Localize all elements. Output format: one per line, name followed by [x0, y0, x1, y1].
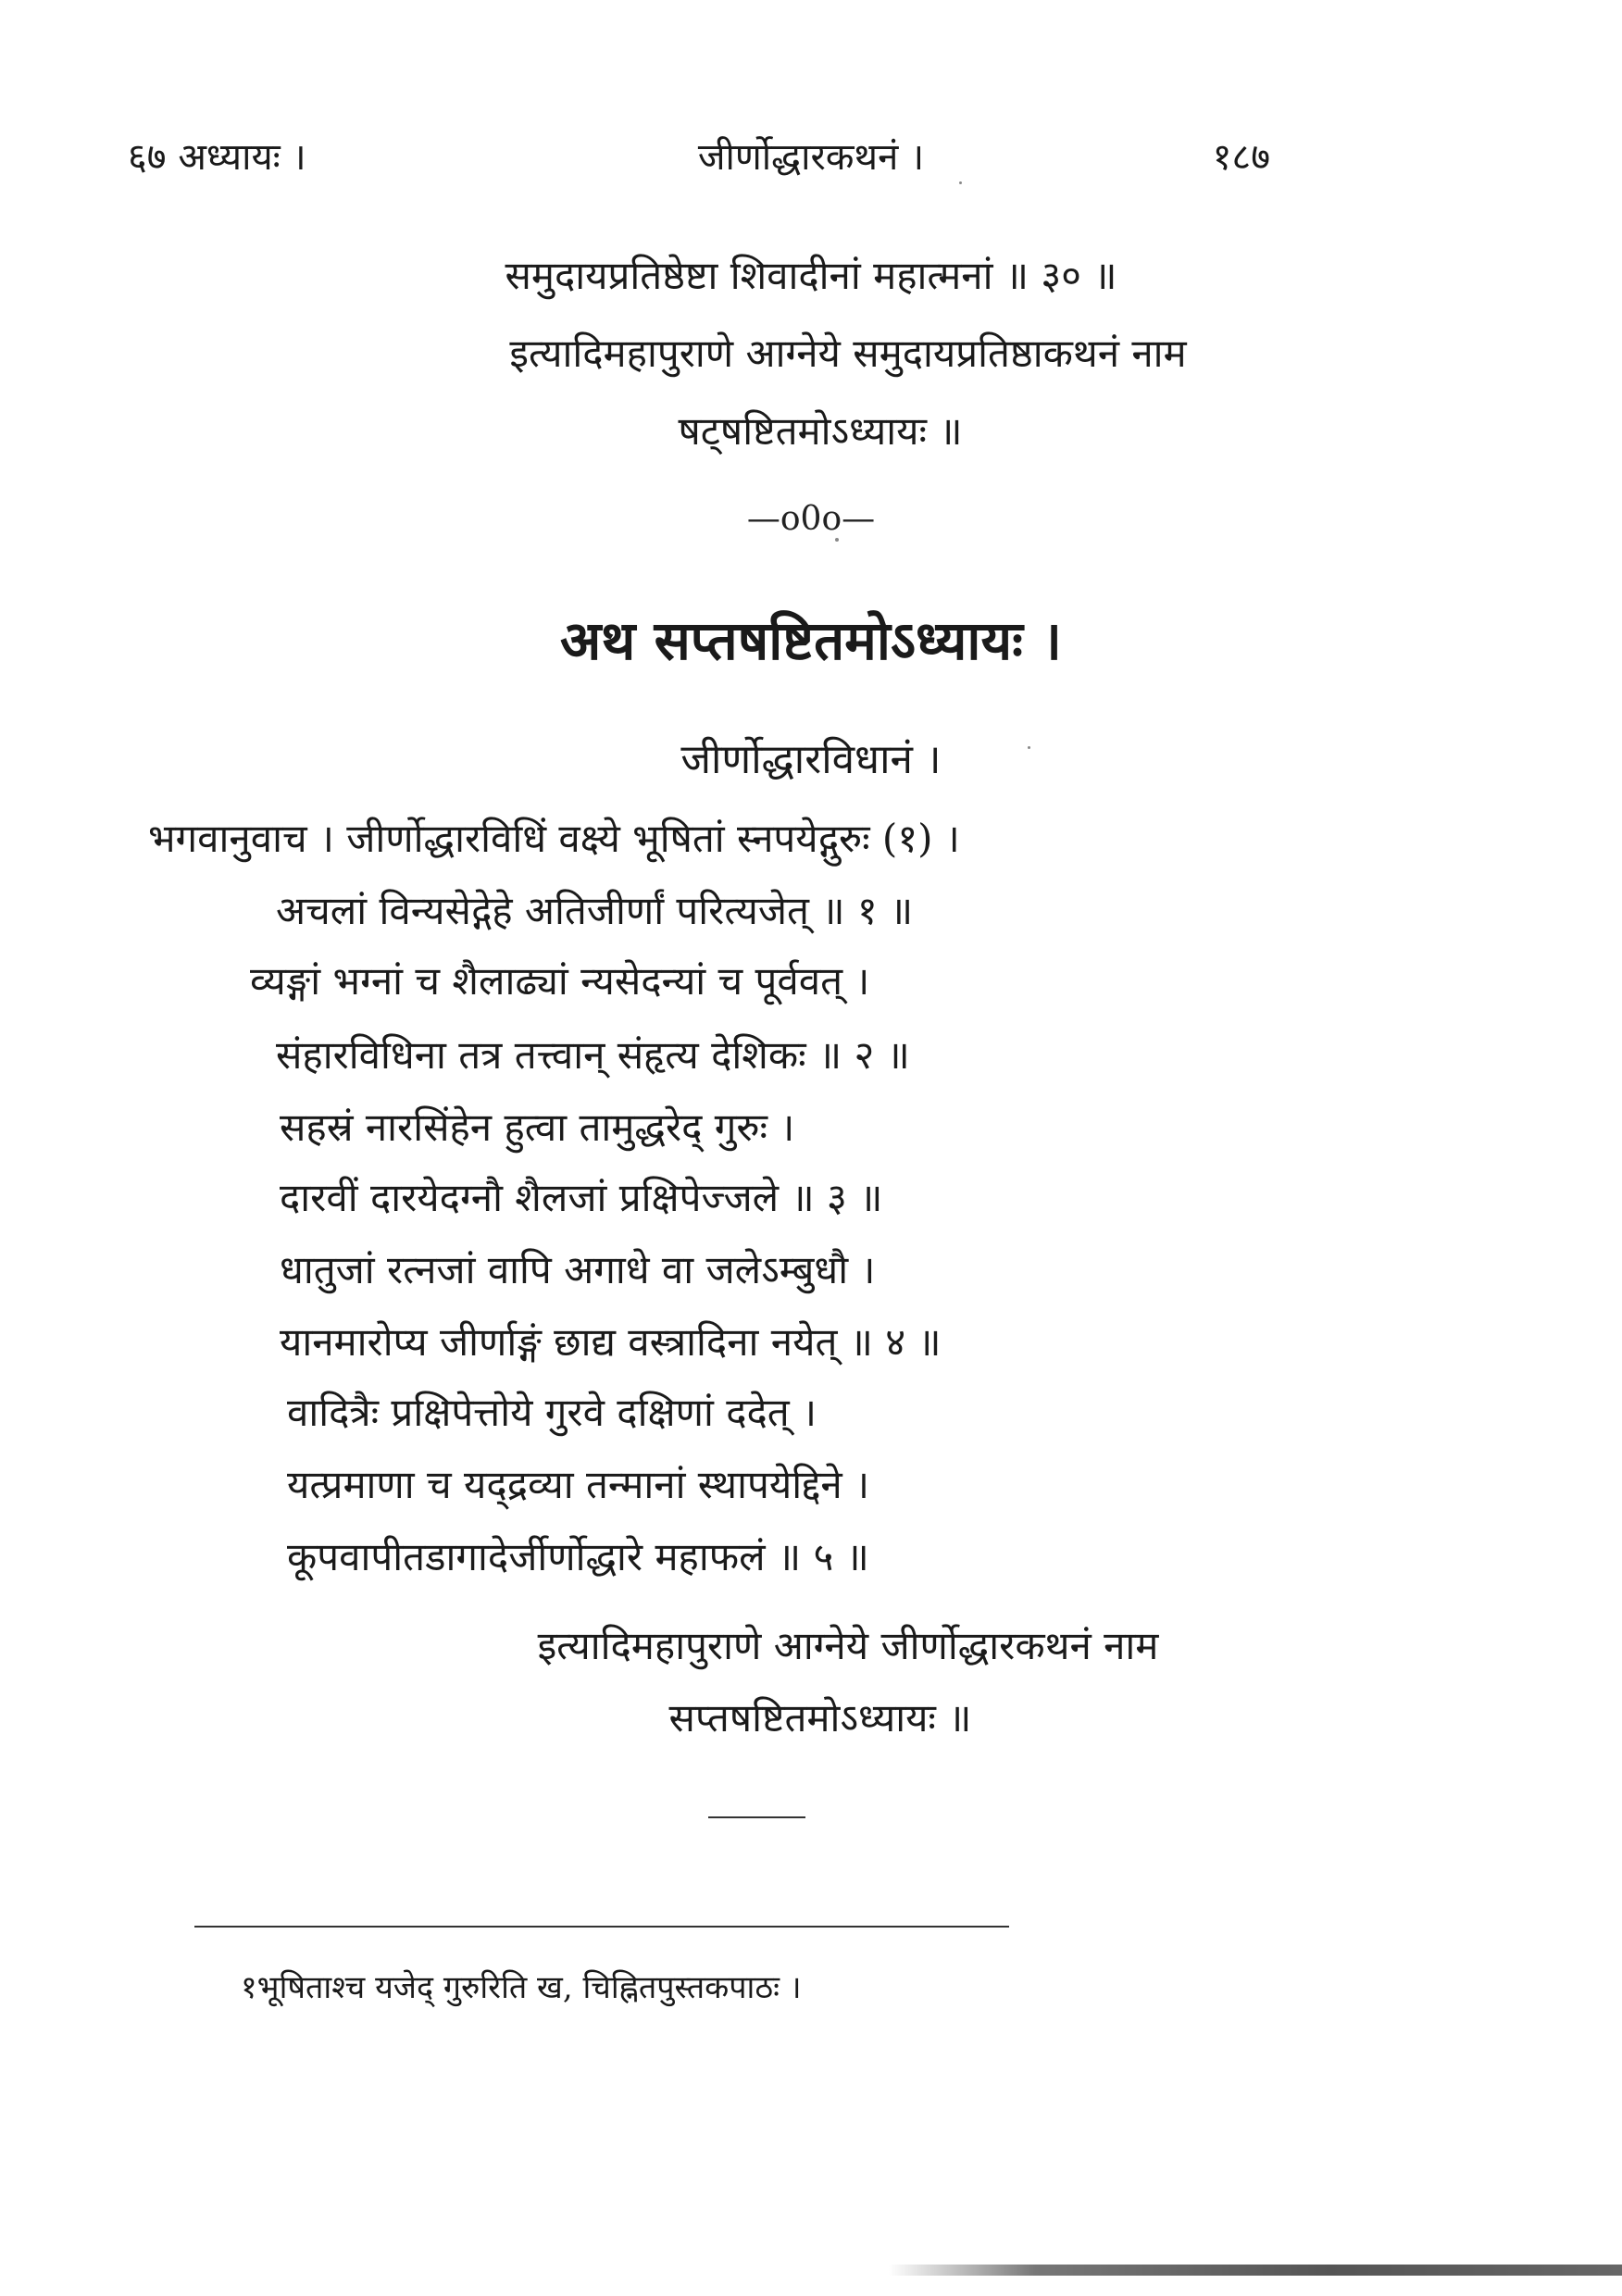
scan-speck: [835, 538, 839, 542]
verse-line: व्यङ्गां भग्नां च शैलाढ्यां न्यसेदन्यां च पूर्ववत् ।: [250, 958, 870, 1004]
verse-line: संहारविधिना तत्र तत्त्वान् संहृत्य देशिकः ॥ २ ॥: [276, 1032, 910, 1078]
chapter-title: अथ सप्तषष्टितमोऽध्यायः ।: [560, 609, 1062, 672]
scan-speck: [1028, 746, 1030, 749]
end-rule: [708, 1816, 805, 1818]
previous-colophon-line-2: षट्षष्टितमोऽध्यायः ॥: [678, 408, 963, 454]
footnote-rule: [194, 1926, 1009, 1928]
section-separator: —o0o—: [746, 500, 876, 538]
chapter-colophon-line-2: सप्तषष्टितमोऽध्यायः ॥: [668, 1695, 972, 1741]
footnote: १भूषिताश्च यजेद् गुरुरिति ख, चिह्नितपुस्तकपाठः ।: [241, 1969, 802, 2006]
verse-line: दारवीं दारयेदग्नौ शैलजां प्रक्षिपेज्जले ॥ ३ ॥: [280, 1175, 883, 1220]
chapter-colophon-line-1: इत्यादिमहापुराणे आग्नेये जीर्णोद्धारकथनं नाम: [537, 1623, 1159, 1668]
verse-line: वादित्रैः प्रक्षिपेत्तोये गुरवे दक्षिणां ददेत् ।: [287, 1390, 817, 1435]
header-chapter-number: ६७ अध्यायः ।: [128, 136, 306, 179]
verse-30: समुदायप्रतिष्ठेष्टा शिवादीनां महात्मनां ॥ ३० ॥: [505, 253, 1117, 298]
verse-line: यत्प्रमाणा च यद्द्रव्या तन्मानां स्थापयेद्दिने ।: [287, 1462, 870, 1507]
verse-line: धातुजां रत्नजां वापि अगाधे वा जलेऽम्बुधौ ।: [280, 1247, 876, 1292]
previous-colophon-line-1: इत्यादिमहापुराणे आग्नेये समुदायप्रतिष्ठाकथनं नाम: [509, 331, 1187, 376]
verse-line: अचलां विन्यसेद्गेहे अतिजीर्णां परित्यजेत् ॥ १ ॥: [276, 888, 914, 933]
verse-line: कूपवापीतडागादेर्जीर्णोद्धारे महाफलं ॥ ५ ॥: [287, 1534, 869, 1579]
verse-line: सहस्रं नारसिंहेन हुत्वा तामुद्धरेद् गुरुः ।: [280, 1104, 795, 1150]
verse-line: भगवानुवाच । जीर्णोद्धारविधिं वक्ष्ये भूषितां स्नपयेद्गुरुः (१) ।: [148, 816, 960, 861]
running-header: [0, 130, 1622, 185]
verse-line: यानमारोप्य जीर्णाङ्गं छाद्य वस्त्रादिना नयेत् ॥ ४ ॥: [280, 1319, 942, 1365]
page-number: १८७: [1212, 136, 1270, 179]
scan-edge-shadow: [889, 2265, 1622, 2276]
chapter-subtitle: जीर्णोद्धारविधानं ।: [680, 736, 942, 783]
header-chapter-topic: जीर्णोद्धारकथनं ।: [697, 136, 925, 179]
scan-speck: [959, 181, 962, 184]
